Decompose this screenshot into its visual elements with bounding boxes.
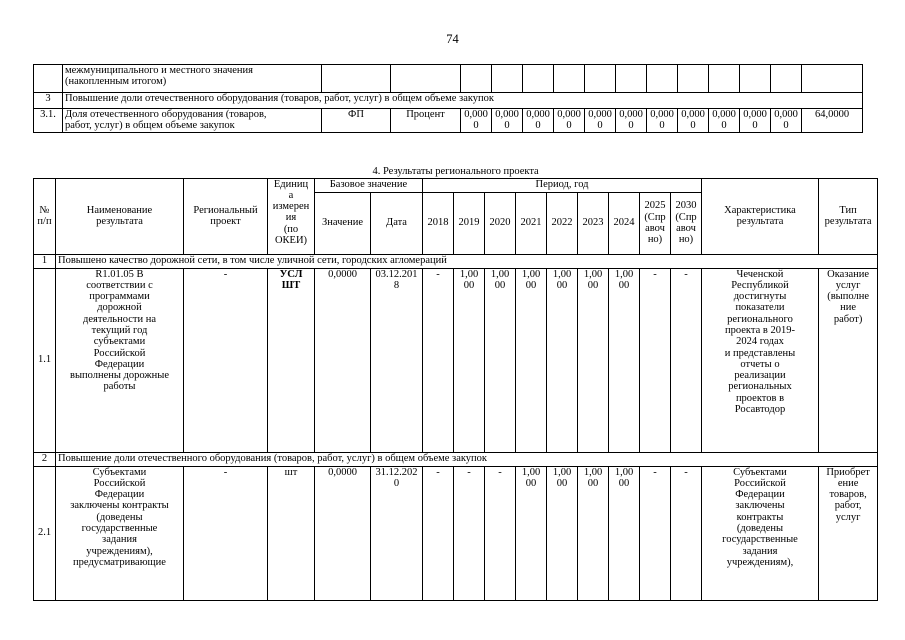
page-number: 74 bbox=[446, 32, 459, 46]
header-value: Значение bbox=[315, 192, 371, 254]
result-name: R1.01.05 В соответствии с программами дорожной деятельности на текущий год субъектами Российской Федерации выполнены дорожные работы bbox=[56, 268, 184, 452]
result-base-value: 0,0000 bbox=[315, 268, 371, 452]
result-unit: шт bbox=[268, 466, 315, 600]
header-characteristic: Характеристика результата bbox=[702, 178, 819, 254]
indicator-unit: Процент bbox=[391, 109, 461, 133]
indicator-total: 64,0000 bbox=[802, 109, 863, 133]
header-year: 2018 bbox=[423, 192, 454, 254]
result-project: - bbox=[184, 268, 268, 452]
result-year-value: 1,00 00 bbox=[609, 268, 640, 452]
section-number: 2 bbox=[34, 452, 56, 466]
result-year-value: - bbox=[640, 466, 671, 600]
header-year: 2022 bbox=[547, 192, 578, 254]
results-caption: 4. Результаты регионального проекта bbox=[34, 166, 878, 178]
header-year: 2023 bbox=[578, 192, 609, 254]
result-type: Оказание услуг (выполне ние работ) bbox=[819, 268, 878, 452]
header-name: Наименование результата bbox=[56, 178, 184, 254]
result-year-value: - bbox=[671, 466, 702, 600]
header-year: 2020 bbox=[485, 192, 516, 254]
section-number: 1 bbox=[34, 254, 56, 268]
result-type: Приобрет ение товаров, работ, услуг bbox=[819, 466, 878, 600]
indicators-table-continued bbox=[33, 64, 863, 133]
header-number: № п/п bbox=[34, 178, 56, 254]
indicator-value: 0,000 0 bbox=[678, 109, 709, 133]
header-base-value: Базовое значение bbox=[315, 178, 423, 192]
section-row bbox=[34, 93, 863, 109]
header-result-type: Тип результата bbox=[819, 178, 878, 254]
header-period: Период, год bbox=[423, 178, 702, 192]
result-year-value: - bbox=[485, 466, 516, 600]
header-year: 2025 (Спр авоч но) bbox=[640, 192, 671, 254]
result-row bbox=[34, 466, 878, 600]
header-row bbox=[34, 178, 878, 192]
result-year-value: - bbox=[454, 466, 485, 600]
indicator-value: 0,000 0 bbox=[585, 109, 616, 133]
header-year: 2019 bbox=[454, 192, 485, 254]
result-base-date: 31.12.202 0 bbox=[371, 466, 423, 600]
result-characteristic: Чеченской Республикой достигнуты показатели регионального проекта в 2019- 2024 годах и представлены отчеты о реализации региональных проектов в Росавтодор bbox=[702, 268, 819, 452]
result-year-value: 1,00 00 bbox=[578, 268, 609, 452]
row-number: 1.1 bbox=[34, 268, 56, 452]
result-year-value: 1,00 00 bbox=[516, 466, 547, 600]
indicator-name: Доля отечественного оборудования (товаров, работ, услуг) в общем объеме закупок bbox=[63, 109, 322, 133]
indicator-value: 0,000 0 bbox=[492, 109, 523, 133]
header-project: Региональный проект bbox=[184, 178, 268, 254]
result-base-value: 0,0000 bbox=[315, 466, 371, 600]
result-unit: УСЛ ШТ bbox=[268, 268, 315, 452]
section-number: 3 bbox=[34, 93, 63, 109]
result-year-value: 1,00 00 bbox=[547, 268, 578, 452]
section-row bbox=[34, 254, 878, 268]
section-title: Повышение доли отечественного оборудования (товаров, работ, услуг) в общем объеме закупок bbox=[56, 452, 878, 466]
result-project: - bbox=[184, 466, 268, 600]
section-title: Повышение доли отечественного оборудования (товаров, работ, услуг) в общем объеме закупок bbox=[63, 93, 863, 109]
result-year-value: - bbox=[423, 268, 454, 452]
result-year-value: 1,00 00 bbox=[609, 466, 640, 600]
result-year-value: 1,00 00 bbox=[485, 268, 516, 452]
header-date: Дата bbox=[371, 192, 423, 254]
header-year: 2030 (Спр авоч но) bbox=[671, 192, 702, 254]
header-year: 2021 bbox=[516, 192, 547, 254]
row-number: 3.1. bbox=[34, 109, 63, 133]
header-year: 2024 bbox=[609, 192, 640, 254]
indicator-value: 0,000 0 bbox=[647, 109, 678, 133]
indicator-value: 0,000 0 bbox=[616, 109, 647, 133]
result-characteristic: Субъектами Российской Федерации заключены контракты (доведены государственные задания учреждениям), bbox=[702, 466, 819, 600]
indicator-value: 0,000 0 bbox=[554, 109, 585, 133]
indicator-value: 0,000 0 bbox=[740, 109, 771, 133]
carry-over-text: межмуниципального и местного значения (накопленным итогом) bbox=[63, 65, 322, 93]
result-year-value: 1,00 00 bbox=[578, 466, 609, 600]
indicator-value: 0,000 0 bbox=[709, 109, 740, 133]
result-year-value: 1,00 00 bbox=[547, 466, 578, 600]
header-unit: Единиц а измерен ия (по ОКЕИ) bbox=[268, 178, 315, 254]
result-year-value: 1,00 00 bbox=[516, 268, 547, 452]
section-row bbox=[34, 452, 878, 466]
indicator-type: ФП bbox=[322, 109, 391, 133]
result-year-value: - bbox=[671, 268, 702, 452]
indicator-row bbox=[34, 109, 863, 133]
result-base-date: 03.12.201 8 bbox=[371, 268, 423, 452]
results-table bbox=[33, 166, 878, 601]
indicator-value: 0,000 0 bbox=[461, 109, 492, 133]
result-year-value: - bbox=[640, 268, 671, 452]
row-number: 2.1 bbox=[34, 466, 56, 600]
result-year-value: - bbox=[423, 466, 454, 600]
section-title: Повышено качество дорожной сети, в том числе уличной сети, городских агломераций bbox=[56, 254, 878, 268]
result-year-value: 1,00 00 bbox=[454, 268, 485, 452]
carry-over-row bbox=[34, 65, 863, 93]
result-row bbox=[34, 268, 878, 452]
result-name: Субъектами Российской Федерации заключены контракты (доведены государственные задания учреждениям), предусматривающие bbox=[56, 466, 184, 600]
indicator-value: 0,000 0 bbox=[523, 109, 554, 133]
indicator-value: 0,000 0 bbox=[771, 109, 802, 133]
